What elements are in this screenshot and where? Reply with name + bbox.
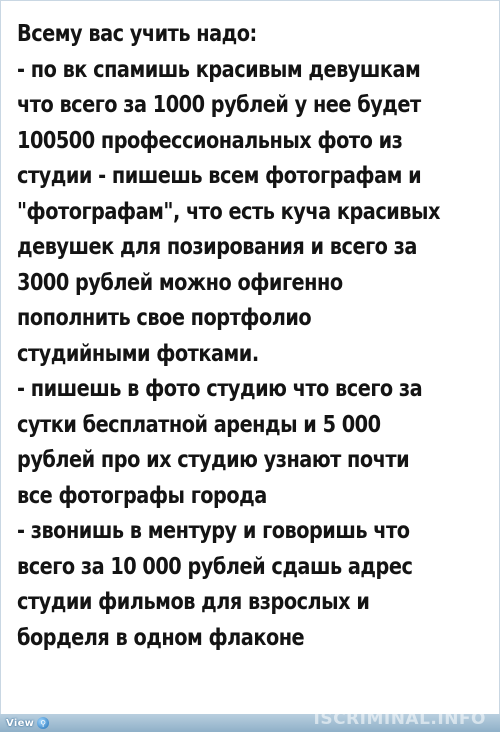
text-line: борделя в одном флаконе — [17, 624, 305, 651]
text-line: что всего за 1000 рублей у нее будет — [17, 92, 421, 118]
text-line: девушек для позирования и всего за — [17, 234, 417, 260]
view-button[interactable] — [6, 716, 49, 730]
text-line: студии - пишешь всем фотографам и — [17, 163, 422, 189]
text-line: - пишешь в фото студию что всего за — [17, 376, 423, 402]
text-line: всего за 10 000 рублей сдашь адрес — [17, 553, 413, 580]
text-line: сутки бесплатной аренды и 5 000 — [17, 411, 381, 438]
text-line: студии фильмов для взрослых и — [17, 589, 370, 615]
text-line: все фотографы города — [17, 482, 267, 509]
post-text — [17, 17, 440, 656]
view-label: View — [6, 717, 35, 729]
text-line: 100500 профессиональных фото из — [17, 127, 403, 154]
footer-bar — [0, 709, 500, 732]
text-line: Всему вас учить надо: — [17, 21, 257, 47]
text-line: студийными фотками. — [17, 340, 259, 367]
text-line: рублей про их студию узнают почти — [17, 447, 410, 473]
text-line: пополнить свое портфолио — [17, 305, 312, 331]
watermark: ISCRIMINAL.INFO — [313, 709, 486, 729]
text-line: "фотографам", что есть куча красивых — [17, 198, 440, 225]
text-line: - звонишь в ментуру и говоришь что — [17, 518, 410, 544]
text-line: 3000 рублей можно офигенно — [17, 269, 343, 296]
text-line: - по вк спамишь красивым девушкам — [17, 56, 421, 83]
magnifier-icon: ⚲ — [37, 717, 49, 729]
